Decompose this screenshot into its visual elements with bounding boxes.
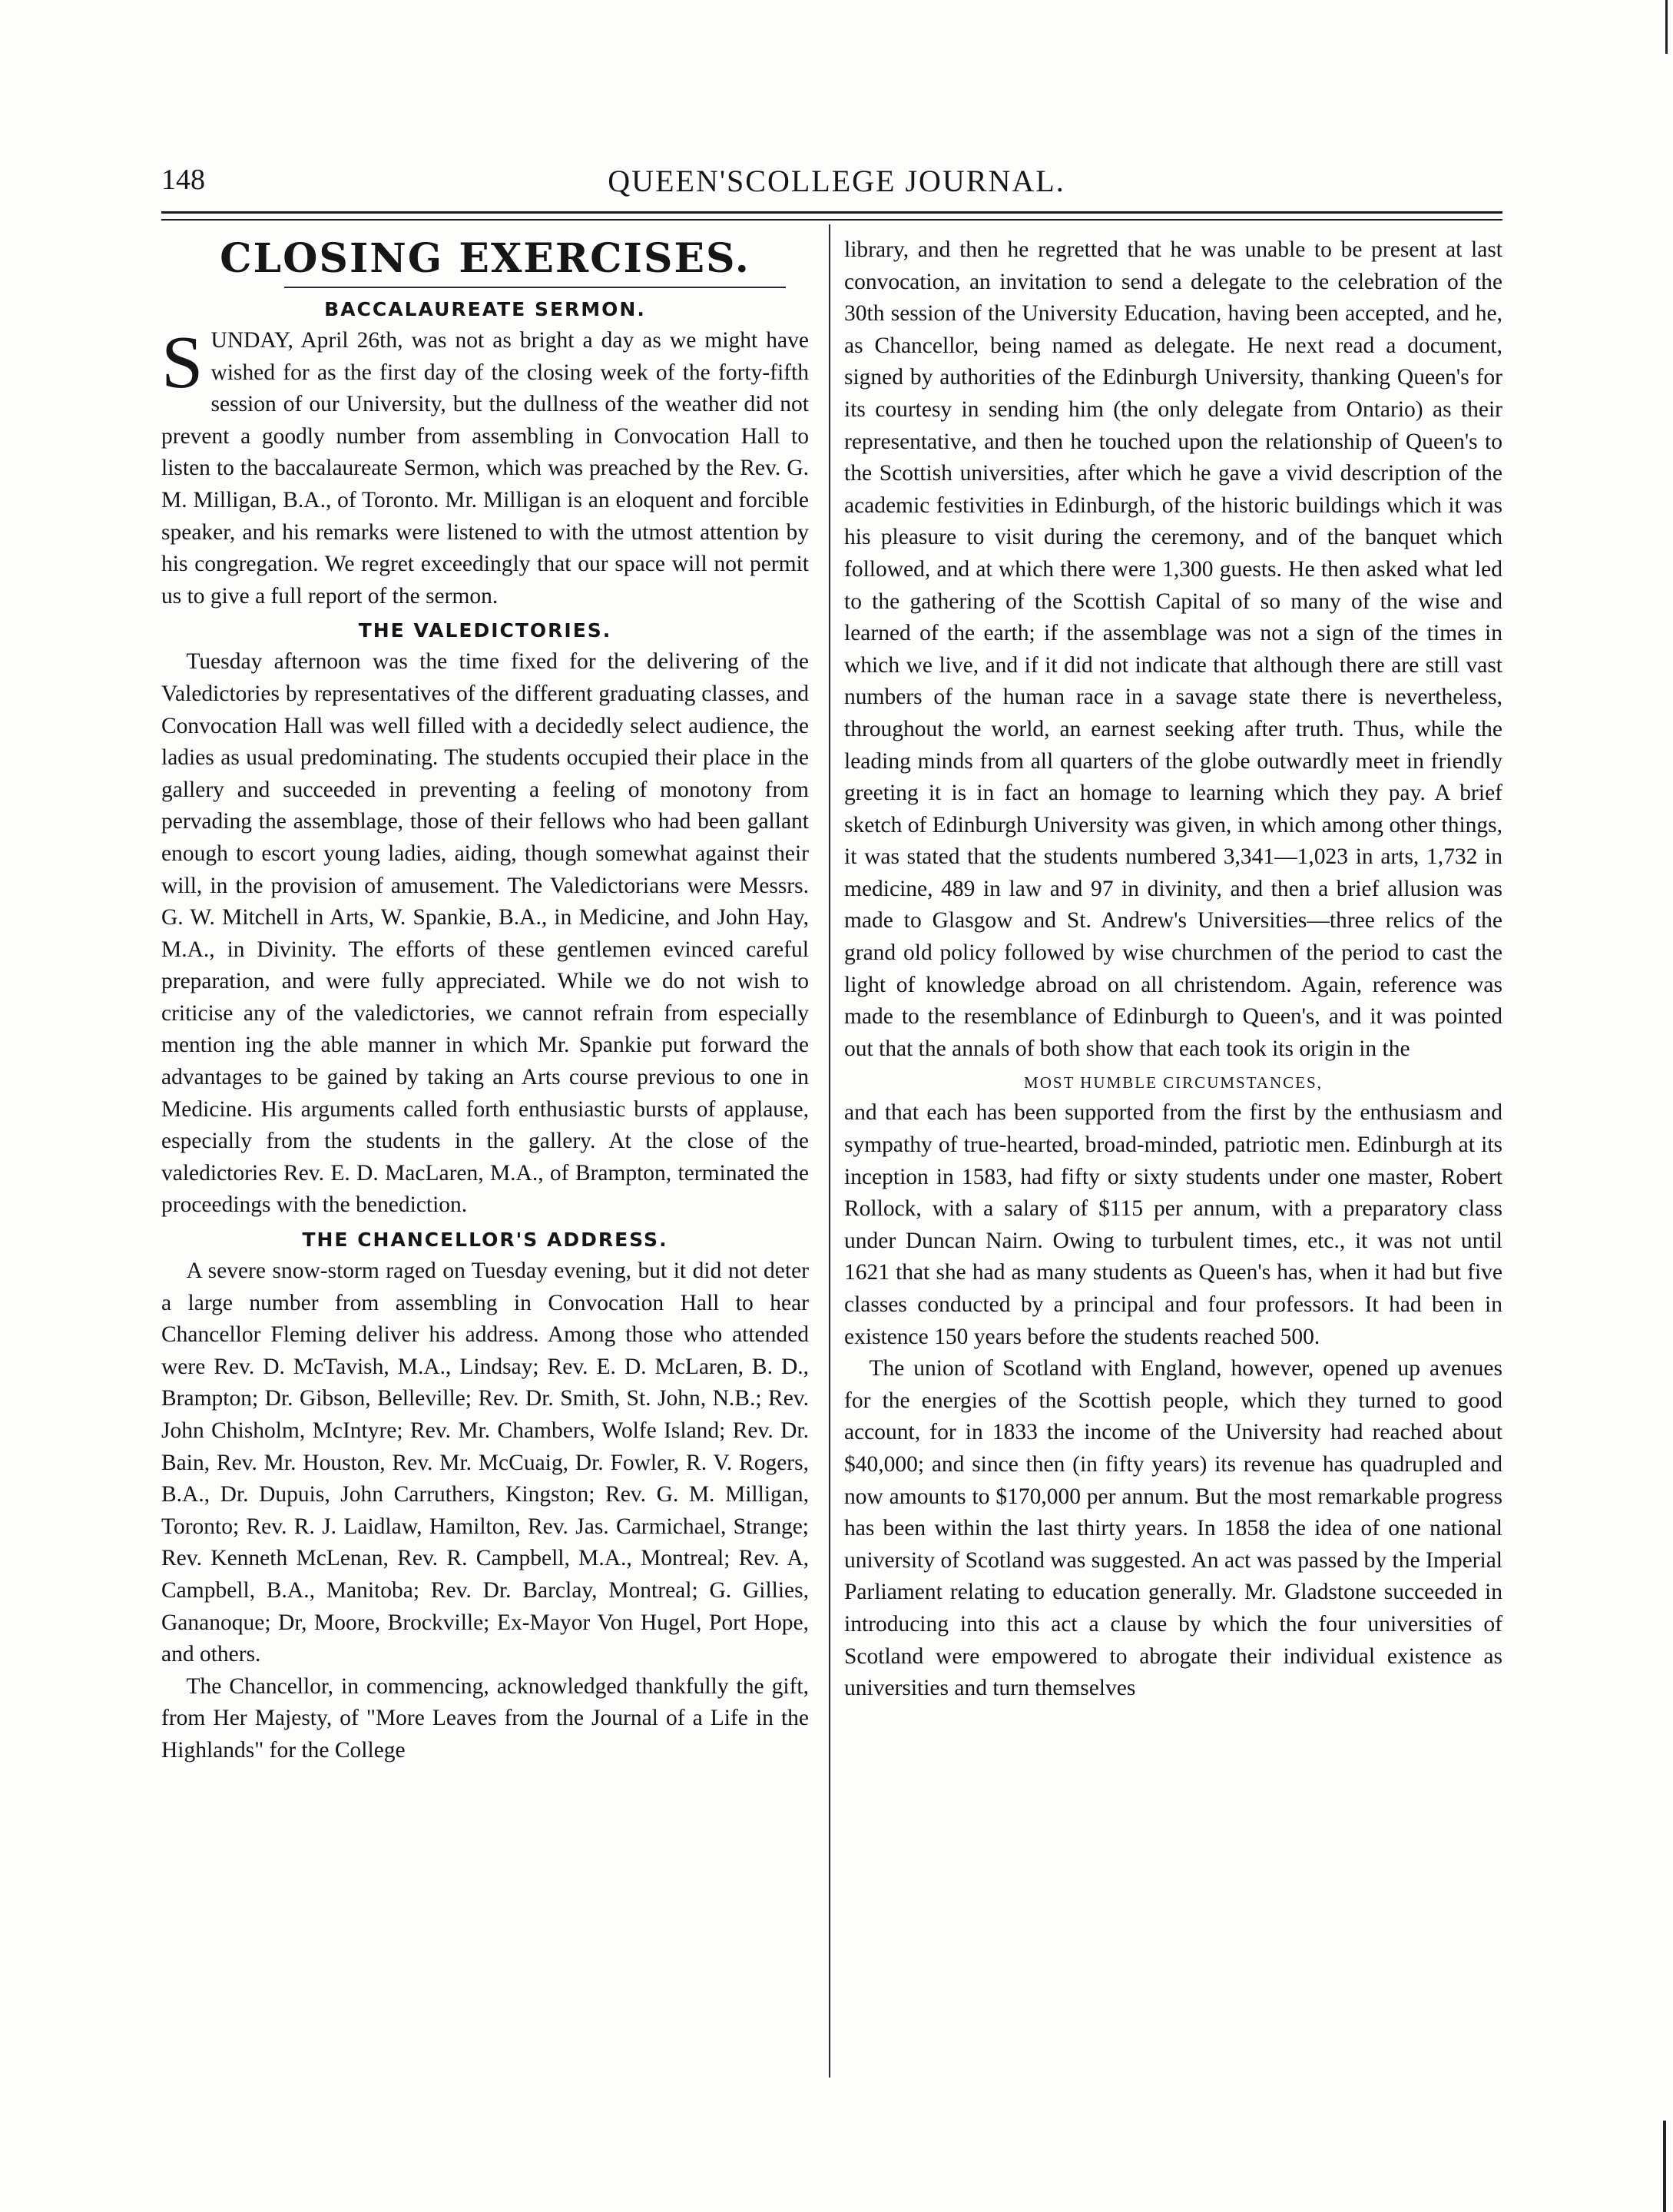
section-heading-address: THE CHANCELLOR'S ADDRESS. bbox=[302, 1229, 668, 1252]
scan-edge-mark bbox=[1663, 2121, 1666, 2212]
address-paragraph-1: A severe snow-storm raged on Tuesday evening, but it did not deter a large number from assembling in Convocation Hall to hear Chancellor Fleming deliver his address. Among those who attended were Rev. D. McTavish, M.A., Lindsay; Rev. E. D. McLaren, B. D., Brampton; Dr. Gibson, Belleville; Rev. Dr. Smith, St. John, N.B.; Rev. John Chisholm, McIntyre; Rev. Mr. Chambers, Wolfe Island; Rev. Dr. Bain, Rev. Mr. Houston, Rev. Mr. McCuaig, Dr. Fowler, R. V. Rogers, B.A., Dr. Dupuis, John Carruthers, Kingston; Rev. G. M. Milligan, Toronto; Rev. R. J. Laidlaw, Hamilton, Rev. Jas. Carmichael, Strange; Rev. Kenneth McLenan, Rev. R. Campbell, M.A., Montreal; Rev. A, Campbell, B.A., Manitoba; Rev. Dr. Barclay, Montreal; G. Gillies, Gananoque; Dr, Moore, Brockville; Ex-Mayor Von Hugel, Port Hope, and others. bbox=[161, 1259, 809, 1667]
address-paragraph-3: library, and then he regretted that he was unable to be present at last convocation, an invitation to send a delegate to the celebration of the 30th session of the University Education, having been accepted, and he, as Chancellor, being named as delegate. He next read a document, signed by authorities of the Edinburgh University, thanking Queen's for its courtesy in sending him (the only delegate from Ontario) as their representative, and then he touched upon the relationship of Queen's to the Scottish universities, after which he gave a vivid description of the academic festivities in Edinburgh, of the historic buildings which it was his pleasure to visit during the ceremony, and of the banquet which followed, and at which there were 1,300 guests. He then asked what led to the gathering of the Scottish Capital of so many of the wise and learned of the earth; if the assemblage was not a sign of the times in which we live, and if it did not indicate that although there are still vast numbers of the human race in a savage state there is nevertheless, throughout the world, an earnest seeking after truth. Thus, while the leading minds from all quarters of the globe outwardly meet in friendly greeting it is in fact an homage to learning which they pay. A brief sketch of Edinburgh University was given, in which among other things, it was stated that the students numbered 3,341—1,023 in arts, 1,732 in medicine, 489 in law and 97 in divinity, and then a brief allusion was made to Glasgow and St. Andrew's Universities—three relics of the grand old policy followed by wise churchmen of the period to cast the light of knowledge abroad on all christendom. Again, reference was made to the resemblance of Edinburgh to Queen's, and it was pointed out that the annals of both show that each took its origin in the bbox=[844, 237, 1502, 1061]
address-paragraph-5: The union of Scotland with England, however, opened up avenues for the energies of the Scottish people, which they turned to good account, for in 1833 the income of the University had reached about $40,000; and since then (in fifty years) its revenue has quadrupled and now amounts to $170,000 per annum. But the most remarkable progress has been within the last thirty years. In 1858 the idea of one national university of Scotland was suggested. An act was passed by the Imperial Parliament relating to education generally. Mr. Gladstone succeeded in introducing into this act a clause by which the four universities of Scotland were empowered to abrogate their individual existence as universities and turn themselves bbox=[844, 1356, 1502, 1701]
address-paragraph-4: and that each has been supported from the first by the enthusiasm and sympathy of true-hearted, broad-minded, patriotic men. Edinburgh at its inception in 1583, had fifty or sixty students under one master, Robert Rollock, with a salary of $115 per annum, with a preparatory class under Duncan Nairn. Owing to turbulent times, etc., it was not until 1621 that she had as many students as Queen's has, when it had but five classes conducted by a principal and four professors. It had been in existence 150 years before the students reached 500. bbox=[844, 1100, 1502, 1349]
valedictories-paragraph: Tuesday afternoon was the time fixed for the delivering of the Valedictories by representatives of the different graduating classes, and Convocation Hall was well filled with a decidedly select audience, the ladies as usual predominating. The students occupied their place in the gallery and succeeded in preventing a feeling of monotony from pervading the assemblage, those of their fellows who had been gallant enough to escort young ladies, aiding, though somewhat against their will, in the provision of amusement. The Valedictorians were Messrs. G. W. Mitchell in Arts, W. Spankie, B.A., in Medicine, and John Hay, M.A., in Divinity. The efforts of these gentlemen evinced careful preparation, and were fully appreciated. While we do not wish to criticise any of the valedictories, we cannot refrain from especially mention ing the able manner in which Mr. Spankie put forward the advantages to be gained by taking an Arts course previous to one in Medicine. His arguments called forth enthusiastic bursts of applause, especially from the students in the gallery. At the close of the valedictories Rev. E. D. MacLaren, M.A., of Brampton, terminated the proceedings with the benediction. bbox=[161, 649, 809, 1218]
inline-subheading: MOST HUMBLE CIRCUMSTANCES, bbox=[1024, 1073, 1323, 1093]
left-column bbox=[161, 234, 809, 1767]
page-number: 148 bbox=[161, 164, 205, 196]
address-paragraph-2: The Chancellor, in commencing, acknowledged thankfully the gift, from Her Majesty, of "More Leaves from the Journal of a Life in the Highlands" for the College bbox=[161, 1673, 809, 1763]
header-rule-thin bbox=[161, 219, 1502, 221]
sermon-text: UNDAY, April 26th, was not as bright a day as we might have wished for as the first day of the closing week of the forty-fifth session of our University, but the dullness of the weather did not prevent a goodly number from assembling in Convocation Hall to listen to the baccalaureate Sermon, which was preached by the Rev. G. M. Milligan, B.A., of Toronto. Mr. Milligan is an eloquent and forcible speaker, and his remarks were listened to with the utmost attention by his congregation. We regret exceedingly that our space will not permit us to give a full report of the sermon. bbox=[161, 328, 809, 609]
column-divider bbox=[829, 224, 830, 2078]
running-title: QUEEN'SCOLLEGE JOURNAL. bbox=[608, 164, 1065, 198]
scan-edge-mark bbox=[1665, 0, 1668, 54]
section-heading-valedictories: THE VALEDICTORIES. bbox=[358, 619, 612, 642]
drop-cap: S bbox=[161, 321, 204, 404]
article-title: CLOSING EXERCISES. bbox=[220, 235, 750, 282]
title-rule bbox=[284, 287, 786, 288]
header-rule bbox=[161, 211, 1502, 214]
right-column bbox=[844, 234, 1502, 1705]
sermon-paragraph bbox=[161, 321, 809, 612]
section-heading-sermon: BACCALAUREATE SERMON. bbox=[324, 298, 646, 320]
